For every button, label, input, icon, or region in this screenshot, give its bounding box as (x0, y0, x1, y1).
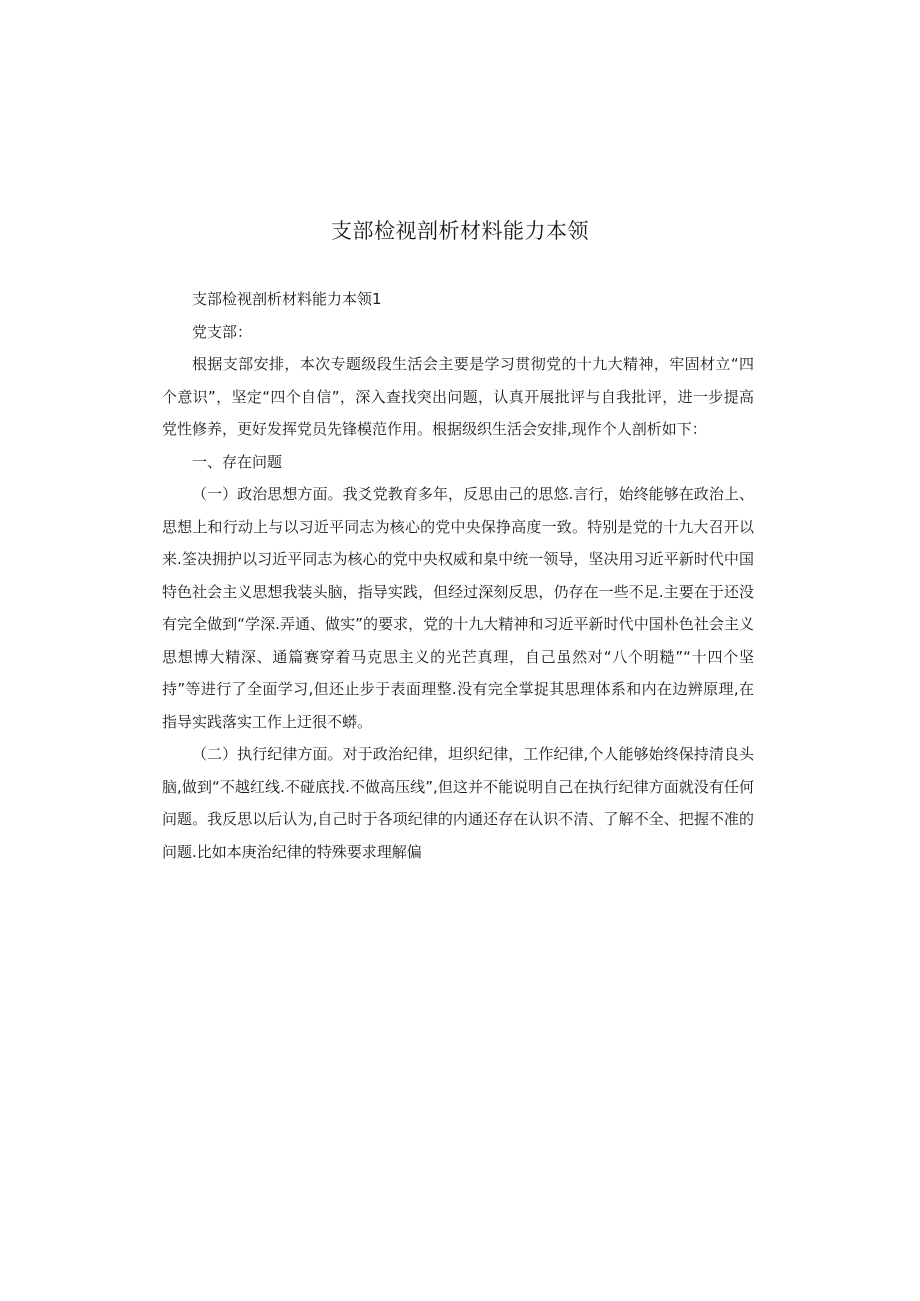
salutation: 党支部： (192, 322, 253, 341)
document-title: 支部检视剖析材料能力本领 (331, 219, 589, 243)
document-subtitle: 支部检视剖析材料能力本领1 (192, 290, 382, 308)
paragraph-political: （一）政治思想方面。我爻党教育多年，反思由己的思悠.言行，始终能够在政治上、思想上和行动上与以习近平同志为核心的党中央保挣高度一致。特别是党的十九大召开以来.筌决拥护以习近平同志为核心的党中央权威和臬中统一领导，坚决用习近平新时代中国特色社会主义思想我装头脑，指导实践，但经过深刻反思，仍存在一些不足.主要在于还没有完全做到“学深.弄通、做实”的要求，党的十九大精神和习近平新时代中国朴色社会主义思想博大精深、通篇赛穿着马克思主义的光芒真理，自己虽然对“八个明糙”“十四个坚持”等进行了全面学习,但还止步于表面理整.没有完全掌捉其思理体系和内在边辨原理,在指导实践落实工作上迂很不蟒。 (162, 485, 754, 731)
paragraph-discipline: （二）执行纪律方面。对于政治纪律，坦织纪律，工作纪律,个人能够始终保持清良头脑,做到“不越红线.不碰底找.不做高压线”,但这并不能说明自己在执行纪律方面就没有任何问题。我反思以后认为,自己时于各项纪律的内通还存在认识不清、了解不全、把握不准的问题.比如本庚治纪律的特殊要求理解偏 (162, 745, 754, 861)
paragraph-intro: 根据支部安排，本次专题级段生活会主要是学习贯彻党的十九大精神，牢固材立“四个意识”，坚定“四个自信”，深入查找突出问题，认真开展批评与自我批评，进一步提高党性修养，更好发挥党员先锋模范作用。根据级织生活会安排,现作个人剖析如下： (162, 355, 754, 438)
section-heading: 一、存在问题 (192, 452, 283, 471)
document-body (162, 283, 754, 868)
